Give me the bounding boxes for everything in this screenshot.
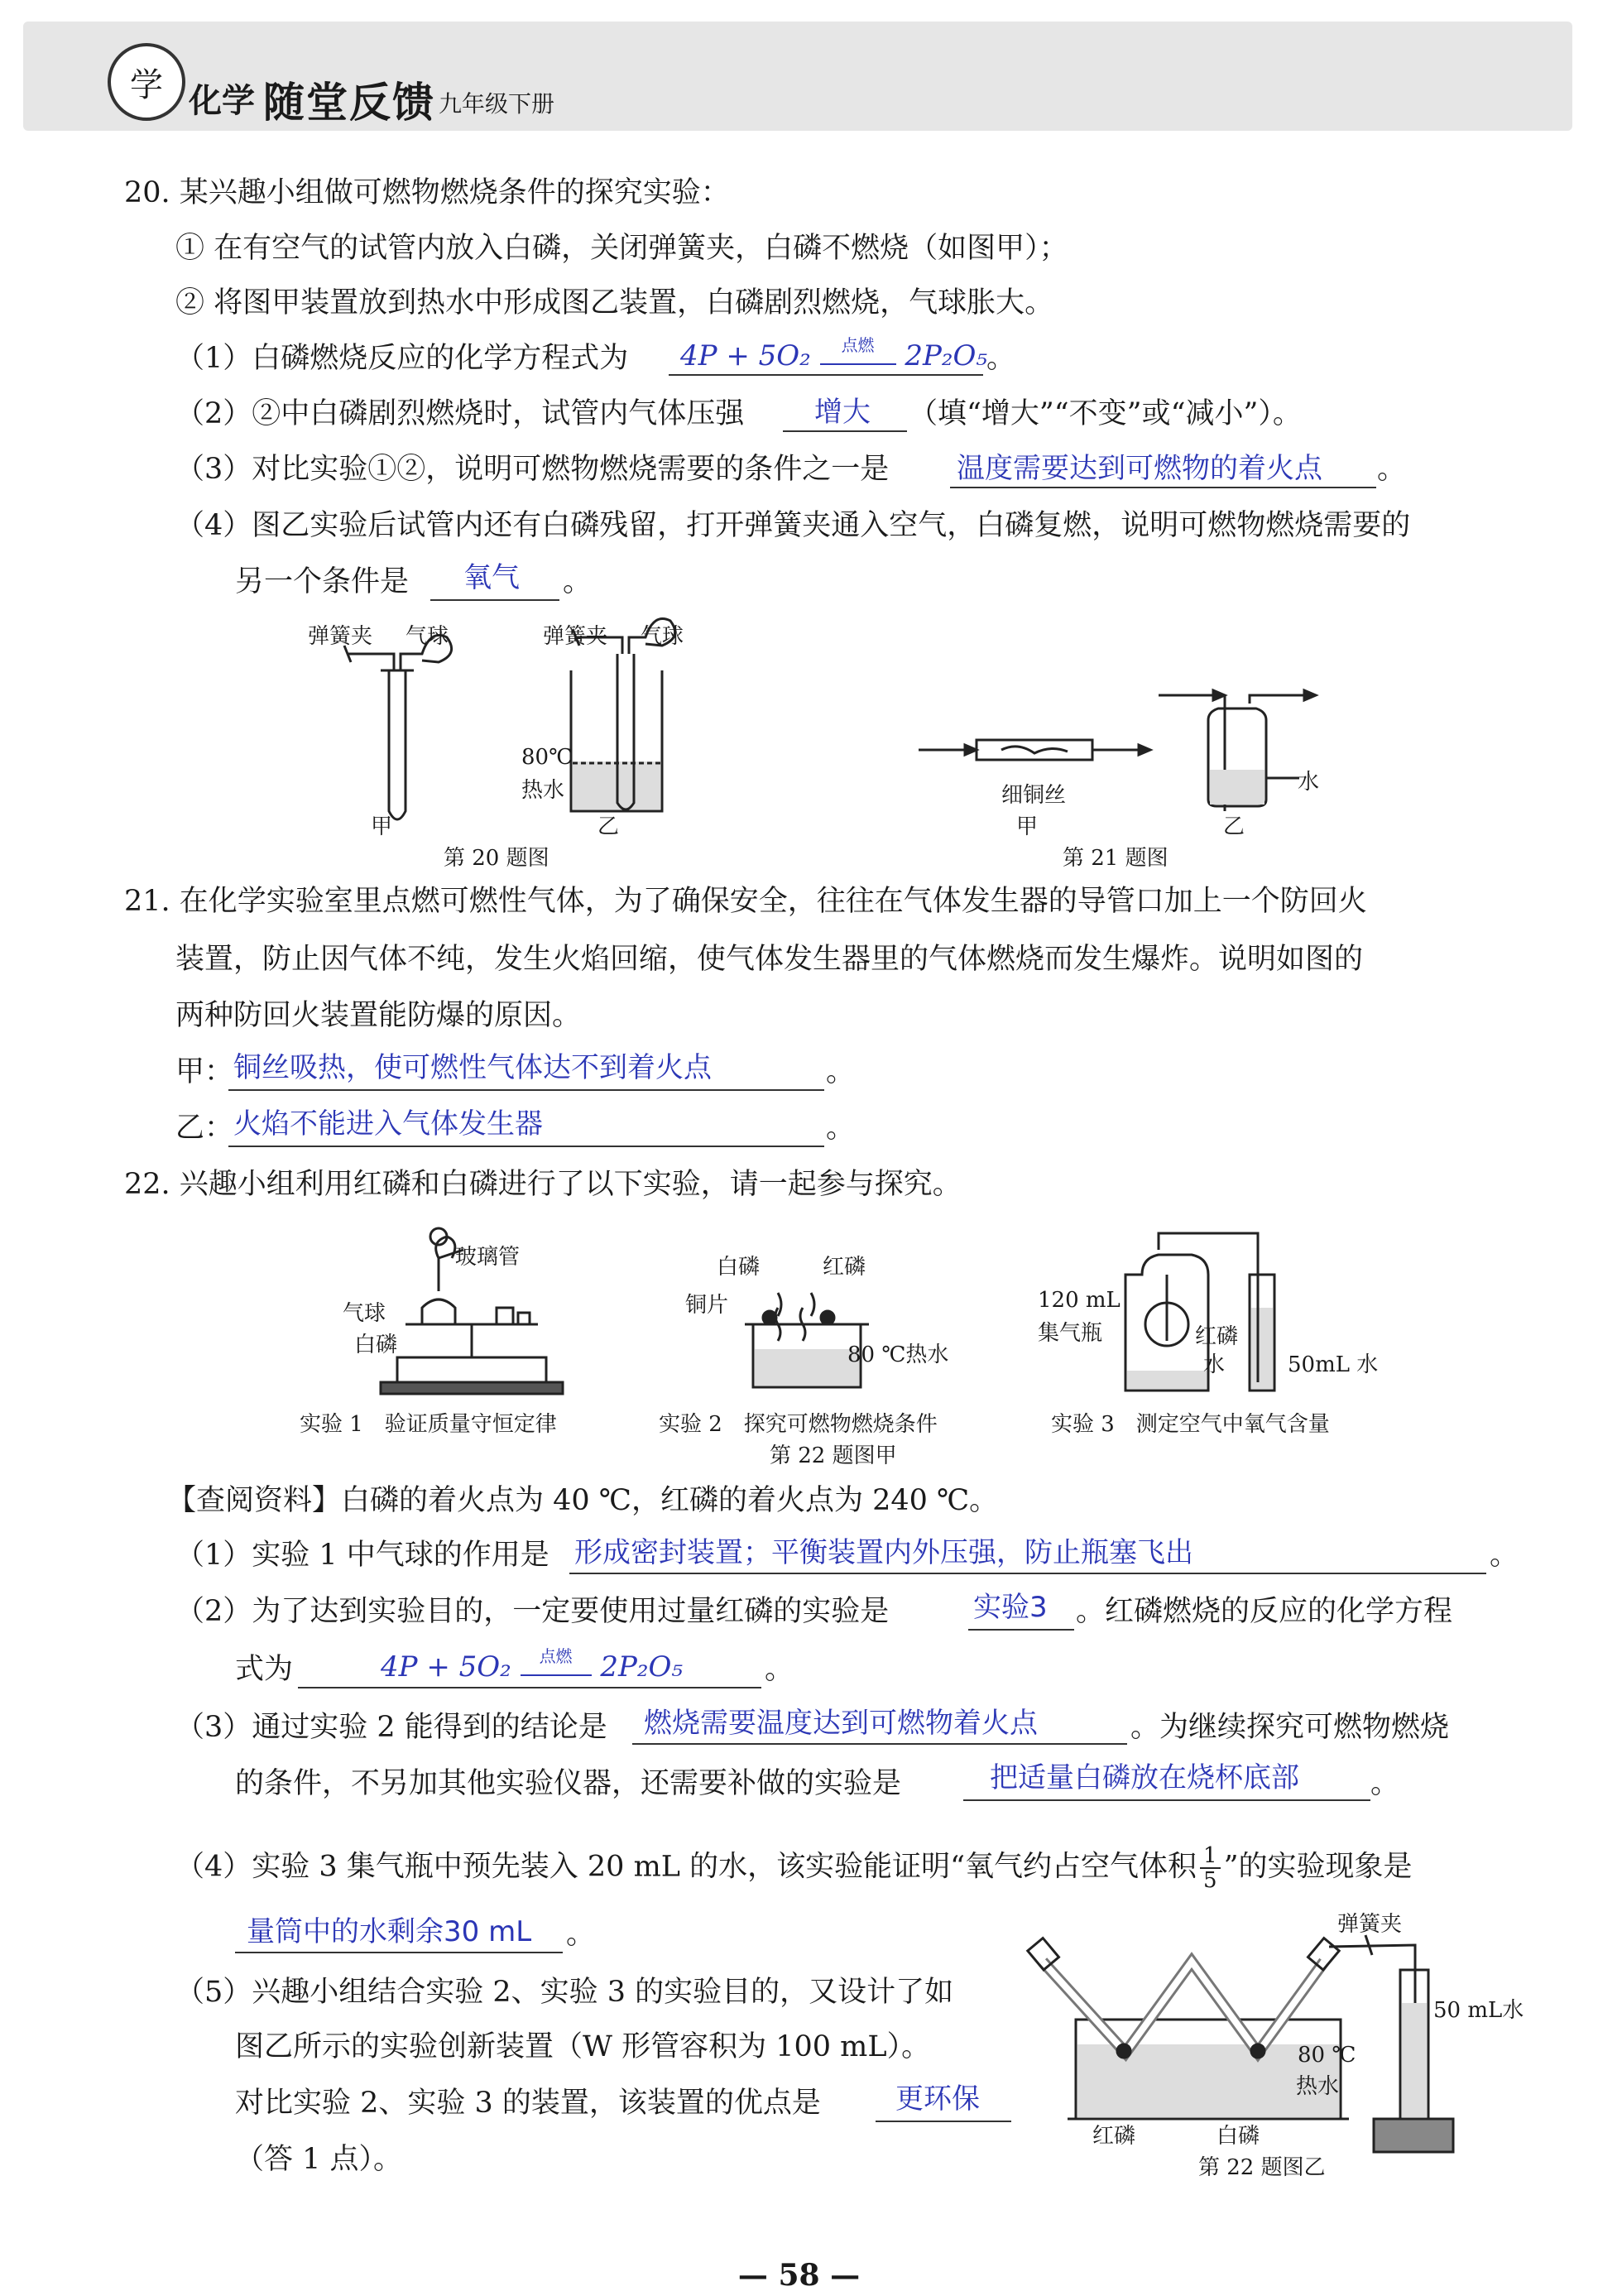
q21-figure-caption: 第 21 题图 <box>1063 846 1169 871</box>
q21-figure <box>910 670 1341 836</box>
answer-line <box>228 1089 824 1091</box>
q22-p5-answer: 更环保 <box>895 2082 980 2116</box>
q20-stem: 20. 某兴趣小组做可燃物燃烧条件的探究实验： <box>124 176 730 209</box>
header-subject: 化学 <box>189 82 255 120</box>
q22-exp2-caption: 实验 2 探究可燃物燃烧条件 <box>659 1412 938 1437</box>
q22-figure-b-caption: 第 22 题图乙 <box>1198 2155 1326 2180</box>
answer-line <box>963 1799 1370 1801</box>
q20-figure-caption: 第 20 题图 <box>444 846 549 871</box>
fraction-one-fifth: $\frac{1}{5}$ <box>1200 1844 1221 1892</box>
q20-step1: ① 在有空气的试管内放入白磷，关闭弹簧夹，白磷不燃烧（如图甲）； <box>175 232 1068 265</box>
page-number: — 58 — <box>737 2258 861 2293</box>
answer-line <box>669 374 983 376</box>
q22-p2-equation: 4P + 5O₂ 点燃 2P₂O₅ <box>381 1646 684 1684</box>
q22-exp1-caption: 实验 1 验证质量守恒定律 <box>300 1412 557 1437</box>
answer-line <box>950 487 1376 488</box>
q21-b-answer: 火焰不能进入气体发生器 <box>233 1107 543 1141</box>
answer-line <box>876 2121 1011 2122</box>
page-header <box>23 22 1572 131</box>
q20-p4-text2: 另一个条件是 <box>235 565 410 598</box>
answer-line <box>783 430 907 432</box>
q22-p3-text: （3）通过实验 2 能得到的结论是 <box>175 1711 607 1744</box>
q20-p2-text: （2）②中白磷剧烈燃烧时，试管内气体压强 <box>175 397 745 430</box>
q20-p4-answer: 氧气 <box>463 561 520 594</box>
q22-p5-text2: 图乙所示的实验创新装置（W 形管容积为 100 mL）。 <box>235 2030 931 2063</box>
answer-line <box>235 1952 563 1953</box>
q20-p4-text: （4）图乙实验后试管内还有白磷残留，打开弹簧夹通入空气，白磷复燃，说明可燃物燃烧需要的 <box>175 509 1411 542</box>
q22-p2-text: （2）为了达到实验目的，一定要使用过量红磷的实验是 <box>175 1595 890 1628</box>
q21-a-answer: 铜丝吸热，使可燃性气体达不到着火点 <box>233 1051 712 1084</box>
header-grade: 九年级下册 <box>439 90 555 118</box>
q22-p2-answer: 实验3 <box>973 1591 1048 1624</box>
q22-p3-answer2: 把适量白磷放在烧杯底部 <box>990 1761 1299 1794</box>
q22-p5-text3: 对比实验 2、实验 3 的装置，该装置的优点是 <box>235 2087 821 2120</box>
header-series: 随堂反馈 <box>263 79 435 127</box>
answer-line <box>632 1743 1127 1745</box>
q22-p4-text: （4）实验 3 集气瓶中预先装入 20 mL 的水，该实验能证明“氧气约占空气体积 $\frac{1}{5}$ ”的实验现象是 <box>175 1843 1413 1893</box>
q22-p3-answer: 燃烧需要温度达到可燃物着火点 <box>644 1707 1038 1740</box>
q20-p1-text: （1）白磷燃烧反应的化学方程式为 <box>175 342 629 375</box>
answer-line <box>569 1573 1486 1574</box>
q22-figure-a-caption: 第 22 题图甲 <box>770 1443 897 1468</box>
header-key-icon: 学 <box>108 43 185 121</box>
q20-step2: ② 将图甲装置放到热水中形成图乙装置，白磷剧烈燃烧，气球胀大。 <box>175 286 1054 319</box>
q21-stem1: 21. 在化学实验室里点燃可燃性气体，为了确保安全，往往在气体发生器的导管口加上一个防回火 <box>124 885 1367 918</box>
q22-p1-text: （1）实验 1 中气球的作用是 <box>175 1539 549 1572</box>
answer-line <box>968 1629 1074 1631</box>
q20-p2-answer: 增大 <box>814 396 871 429</box>
q22-p5-text1: （5）兴趣小组结合实验 2、实验 3 的实验目的，又设计了如 <box>175 1976 954 2009</box>
q22-exp3-caption: 实验 3 测定空气中氧气含量 <box>1051 1412 1330 1437</box>
q22-figure-b <box>1026 1912 1473 2152</box>
answer-line <box>298 1687 761 1688</box>
q22-info: 【查阅资料】白磷的着火点为 40 ℃，红磷的着火点为 240 ℃。 <box>167 1484 999 1517</box>
q20-p1-answer: 4P + 5O₂ 点燃 2P₂O₅ <box>680 335 988 372</box>
q21-stem3: 两种防回火装置能防爆的原因。 <box>175 999 582 1032</box>
q21-stem2: 装置，防止因气体不纯，发生火焰回缩，使气体发生器里的气体燃烧而发生爆炸。说明如图的 <box>175 943 1364 976</box>
q22-stem: 22. 兴趣小组利用红磷和白磷进行了以下实验，请一起参与探究。 <box>124 1168 962 1201</box>
q20-p3-text: （3）对比实验①②，说明可燃物燃烧需要的条件之一是 <box>175 453 890 486</box>
answer-line <box>228 1146 824 1147</box>
q22-p1-answer: 形成密封装置；平衡装置内外压强，防止瓶塞飞出 <box>574 1536 1193 1569</box>
q20-p3-answer: 温度需要达到可燃物的着火点 <box>957 452 1322 485</box>
answer-line <box>430 599 559 601</box>
q22-p5-text4: （答 1 点）。 <box>235 2143 403 2176</box>
q22-p4-answer: 量筒中的水剩余30 mL <box>247 1915 532 1948</box>
